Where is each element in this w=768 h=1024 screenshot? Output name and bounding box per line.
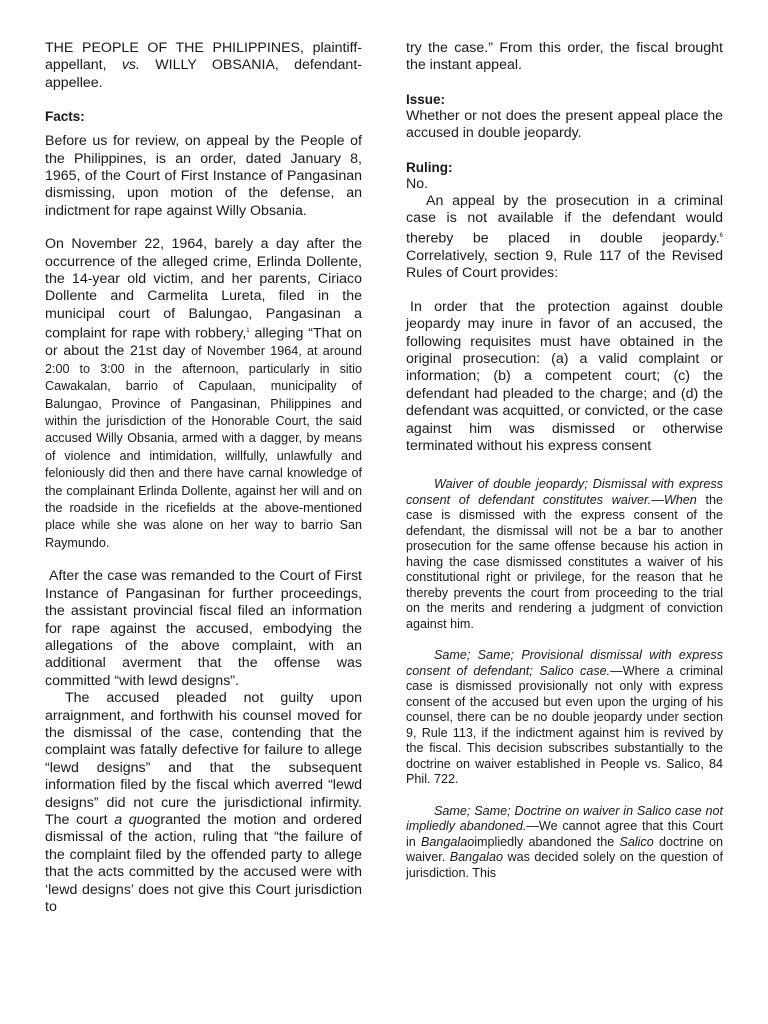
footnote-marker-1: 1 — [246, 328, 250, 335]
syllabus-3-bangalao-1: Bangalao — [421, 834, 475, 849]
facts-paragraph-1: Before us for review, on appeal by the People of the Philippines, is an order, dated January 8, 1965, of the Court of First Instance of Pangasinan dismissing, upon motion of the defense, an indictment for rape against Willy Obsania. — [45, 133, 362, 219]
issue-text: Whether or not does the present appeal place the accused in double jeopardy. — [406, 107, 723, 142]
facts-paragraph-4-a-quo: a quo — [114, 811, 153, 828]
syllabus-3-text-1: We cannot agree that this Court in — [406, 819, 723, 849]
syllabus-2-heading: Same; Same; Provisional dismissal with express consent of defendant; Salico case.— — [406, 648, 723, 678]
ruling-answer: No. — [406, 175, 429, 192]
syllabus-1 — [406, 477, 723, 632]
rule-117-quote: In order that the protection against double jeopardy may inure in favor of an accused, the following requisites must have obtained in the original prosecution: (a) a valid complaint or information; (b) a competent court; (c) the defendant had pleaded to the charge; and (d) the defendant was acquitted, or convicted, or the case against him was dismissed or otherwise terminated without his express consent — [406, 298, 723, 455]
facts-paragraph-3: After the case was remanded to the Court of First Instance of Pangasinan for further proceedings, the assistant provincial fiscal filed an information for rape against the accused, embodying the allegations of the above complaint, with an additional averment that the offense was committed “with lewd designs”. — [45, 568, 362, 689]
facts-continuation: try the case.” From this order, the fiscal brought the instant appeal. — [406, 40, 723, 74]
syllabus-3-heading: Same; Same; Doctrine on waiver in Salico case not impliedly abandoned.— — [406, 803, 723, 834]
facts-paragraph-4-text-a: The accused pleaded not guilty upon arraignment, and forthwith his counsel moved for the dismissal of the case, contending that the complaint was fatally defective for failure to allege “lewd designs” and that the subsequent information filed by the fiscal which averred “lewd designs” did not cure the jurisdictional infirmity. The court — [45, 690, 362, 828]
syllabus-3-salico: Salico — [619, 834, 654, 849]
facts-paragraph-2-text-a: On November 22, 1964, barely a day after the occurrence of the alleged crime, Erlinda Dollente, the 14-year old victim, and her parents, Ciriaco Dollente and Carmelita Lureta, filed in the municipal court of Balungao, Pangasinan a complaint for rape with robbery, — [45, 236, 362, 343]
issue-heading: Issue: — [406, 91, 446, 107]
caption-vs: vs. — [121, 57, 140, 74]
syllabus-1-heading: Waiver of double jeopardy; Dismissal with express consent of defendant constitutes waiver.—When — [406, 477, 723, 507]
facts-paragraph-4 — [45, 690, 362, 916]
facts-paragraph-4-text-b: granted the motion and ordered dismissal of the action, ruling that “the failure of the complaint filed by the offended party to allege that the acts committed by the accused were with ‘lewd designs’ does not give this Court jurisdiction to — [45, 811, 363, 916]
syllabus-3 — [406, 804, 723, 882]
ruling-paragraph-text-a: An appeal by the prosecution in a criminal case is not available if the defendant would thereby be placed in double jeopardy. — [406, 193, 723, 247]
syllabus-2-text: Where a criminal case is dismissed provisionally not only with express consent of the accused but even upon the urging of his counsel, there can be no double jeopardy under section 9, Rule 113, if the indictment against him is revived by the fiscal. This decision subscribes substantially to the doctrine on waiver established in People vs. Salico, 84 Phil. 722. — [406, 663, 723, 787]
caption-part2: WILLY OBSANIA, defendant-appellee. — [45, 57, 362, 91]
ruling-heading: Ruling: — [406, 159, 453, 175]
footnote-marker-6: 6 — [719, 232, 723, 239]
ruling-paragraph-text-b: Correlatively, section 9, Rule 117 of the Revised Rules of Court provides: — [406, 247, 723, 282]
syllabus-3-text-3: doctrine on waiver. — [406, 834, 723, 865]
caption-part1: THE PEOPLE OF THE PHILIPPINES, plaintiff-appellant, — [45, 40, 362, 74]
syllabus-2 — [406, 648, 723, 788]
left-column — [45, 40, 362, 916]
facts-heading: Facts: — [45, 109, 85, 125]
facts-paragraph-2-text-b: alleging “That on or about the 21st day — [45, 326, 362, 360]
case-caption — [45, 40, 362, 92]
syllabus-3-bangalao-2: Bangalao — [449, 850, 503, 865]
syllabus-3-text-2: impliedly abandoned the — [474, 834, 620, 849]
syllabus-3-text-4: was decided solely on the question of jurisdiction. This — [406, 850, 723, 880]
syllabus-1-text: the case is dismissed with the express consent of the defendant, the dismissal will not be a bar to another prosecution for the same offense because his action in having the case dismissed constitutes a waiver of his constitutional right or privilege, for the reason that he thereby prevents the court from proceeding to the trial on the merits and rendering a judgment of conviction against him. — [406, 492, 723, 631]
right-column — [406, 40, 723, 881]
ruling-paragraph — [406, 193, 723, 283]
facts-paragraph-2 — [45, 236, 362, 552]
facts-paragraph-2-quote: of November 1964, at around 2:00 to 3:00 in the afternoon, particularly in sitio Cawakalan, barrio of Capulaan, municipality of Balungao, Province of Pangasinan, Philippines and within the jurisdiction of the Honorable Court, the said accused Willy Obsania, armed with a dagger, by means of violence and intimidation, willfully, unlawfully and feloniously did then and there have carnal knowledge of the complainant Erlinda Dollente, against her will and on the roadside in the ricefields at the above-mentioned place while she was alone on her way to barrio San Raymundo. — [45, 344, 362, 550]
